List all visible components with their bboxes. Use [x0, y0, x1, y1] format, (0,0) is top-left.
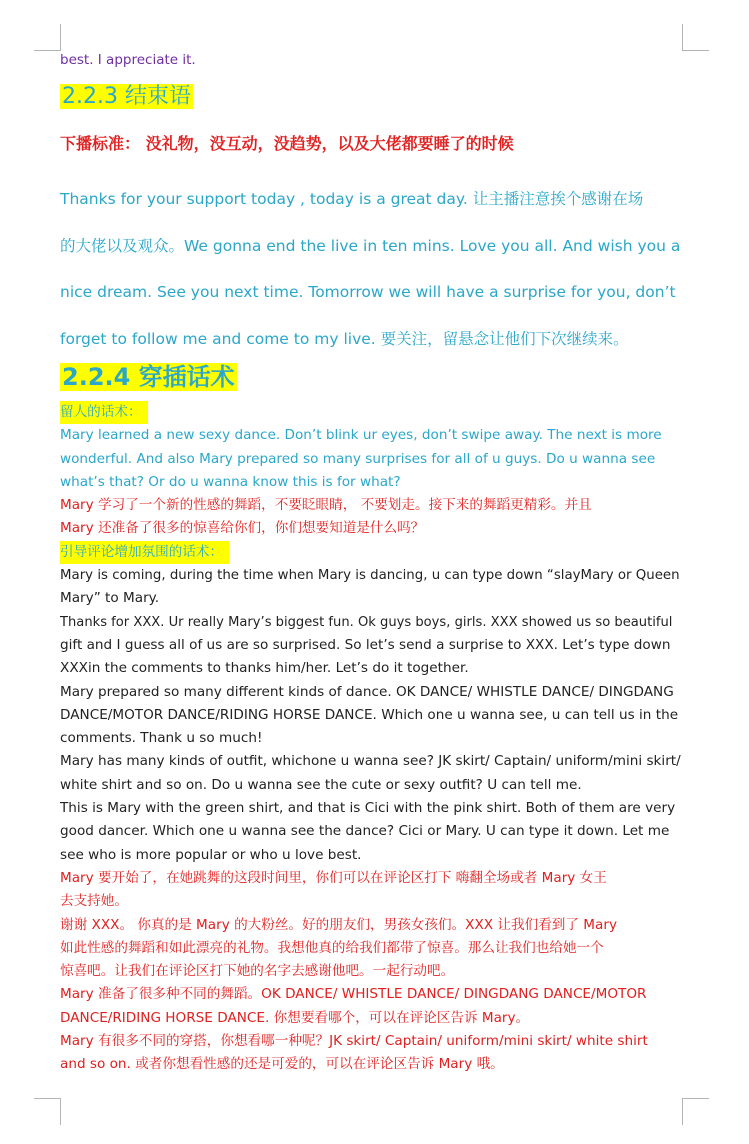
guide-line: Thanks for XXX. Ur really Mary’s biggest fun. Ok guys boys, girls. XXX showed us so beautiful	[60, 614, 673, 630]
retain-zh-line: Mary 还准备了很多的惊喜给你们，你们想要知道是什么吗？	[60, 520, 425, 537]
section-body	[60, 401, 683, 1077]
guide-line: Mary” to Mary.	[60, 590, 160, 607]
page-corner-mark-top-left	[34, 24, 61, 51]
guide-line: XXXin the comments to thanks him/her. Let’s do it together.	[60, 660, 469, 677]
label-retain-text: 留人的话术：	[60, 401, 148, 424]
closing-line: Thanks for your support today , today is a great day. 让主播注意挨个感谢在场	[60, 190, 644, 208]
top-line: best. I appreciate it.	[60, 52, 196, 68]
heading-2-2-3-text: 2.2.3 结束语	[62, 84, 191, 109]
guide-line: Mary is coming, during the time when Mary is dancing, u can type down “slayMary or Queen	[60, 568, 680, 584]
guide-zh-line: 如此性感的舞蹈和如此漂亮的礼物。我想他真的给我们都带了惊喜。那么让我们也给她一个	[60, 939, 604, 956]
guide-zh-line: DANCE/RIDING HORSE DANCE. 你想要看哪个，可以在评论区告诉 Mary。	[60, 1009, 530, 1026]
retain-line: wonderful. And also Mary prepared so many surprises for all of u guys. Do u wanna see	[60, 450, 656, 467]
closing-line: nice dream. See you next time. Tomorrow we will have a surprise for you, don’t	[60, 283, 676, 302]
label-guide	[60, 541, 683, 564]
guide-line: good dancer. Which one u wanna see the dance? Cici or Mary. U can type it down. Let me	[60, 823, 670, 840]
heading-2-2-4-text: 2.2.4 穿插话术	[62, 363, 235, 391]
retain-zh-line: Mary 学习了一个新的性感的舞蹈，不要眨眼睛， 不要划走。接下来的舞蹈更精彩。并且	[60, 497, 592, 514]
guide-line: gift and I guess all of us are so surprised. So let’s send a surprise to XXX. Let’s type down	[60, 636, 671, 653]
guide-line: Mary prepared so many different kinds of dance. OK DANCE/ WHISTLE DANCE/ DINGDANG	[60, 683, 674, 700]
guide-line: This is Mary with the green shirt, and that is Cici with the pink shirt. Both of them are very	[60, 800, 676, 817]
guide-zh-line: 谢谢 XXX。 你真的是 Mary 的大粉丝。好的朋友们，男孩女孩们。XXX 让我们看到了 Mary	[60, 916, 617, 933]
guide-line: DANCE/MOTOR DANCE/RIDING HORSE DANCE. Which one u wanna see, u can tell us in the	[60, 706, 679, 723]
guide-zh-line: Mary 要开始了，在她跳舞的这段时间里，你们可以在评论区打下 嗨翻全场或者 Mary 女王	[60, 869, 607, 886]
guide-line: Mary has many kinds of outfit, whichone u wanna see? JK skirt/ Captain/ uniform/mini skirt/	[60, 753, 681, 770]
page-corner-mark-bottom-left	[34, 1098, 61, 1125]
guide-zh-line: and so on. 或者你想看性感的还是可爱的，可以在评论区告诉 Mary 哦。	[60, 1056, 504, 1073]
page-corner-mark-top-right	[682, 24, 709, 51]
guide-zh-line: Mary 准备了很多种不同的舞蹈。OK DANCE/ WHISTLE DANCE/ DINGDANG DANCE/MOTOR	[60, 986, 647, 1003]
heading-2-2-3	[60, 80, 683, 114]
guide-zh-line: 惊喜吧。让我们在评论区打下她的名字去感谢他吧。一起行动吧。	[60, 963, 455, 980]
label-guide-text: 引导评论增加氛围的话术：	[60, 541, 229, 564]
heading-2-2-4	[60, 356, 683, 398]
guide-line: comments. Thank u so much!	[60, 730, 263, 747]
label-retain	[60, 401, 683, 424]
closing-line: 的大佬以及观众。We gonna end the live in ten mins. Love you all. And wish you a	[60, 236, 681, 255]
guide-line: see who is more popular or who u love best.	[60, 846, 362, 863]
retain-line: what’s that? Or do u wanna know this is for what?	[60, 473, 401, 490]
page-corner-mark-bottom-right	[682, 1098, 709, 1125]
closing-paragraph	[60, 176, 683, 363]
closing-line: forget to follow me and come to my live. 要关注，留悬念让他们下次继续来。	[60, 330, 629, 349]
guide-zh-line: 去支持她。	[60, 893, 128, 910]
guide-line: white shirt and so on. Do u wanna see the cute or sexy outfit? U can tell me.	[60, 776, 582, 793]
guide-zh-line: Mary 有很多不同的穿搭，你想看哪一种呢？JK skirt/ Captain/ uniform/mini skirt/ white shirt	[60, 1033, 648, 1050]
stop-standard: 下播标准： 没礼物，没互动，没趋势，以及大佬都要睡了的时候	[60, 134, 514, 153]
retain-line: Mary learned a new sexy dance. Don’t blink ur eyes, don’t swipe away. The next is more	[60, 427, 662, 444]
